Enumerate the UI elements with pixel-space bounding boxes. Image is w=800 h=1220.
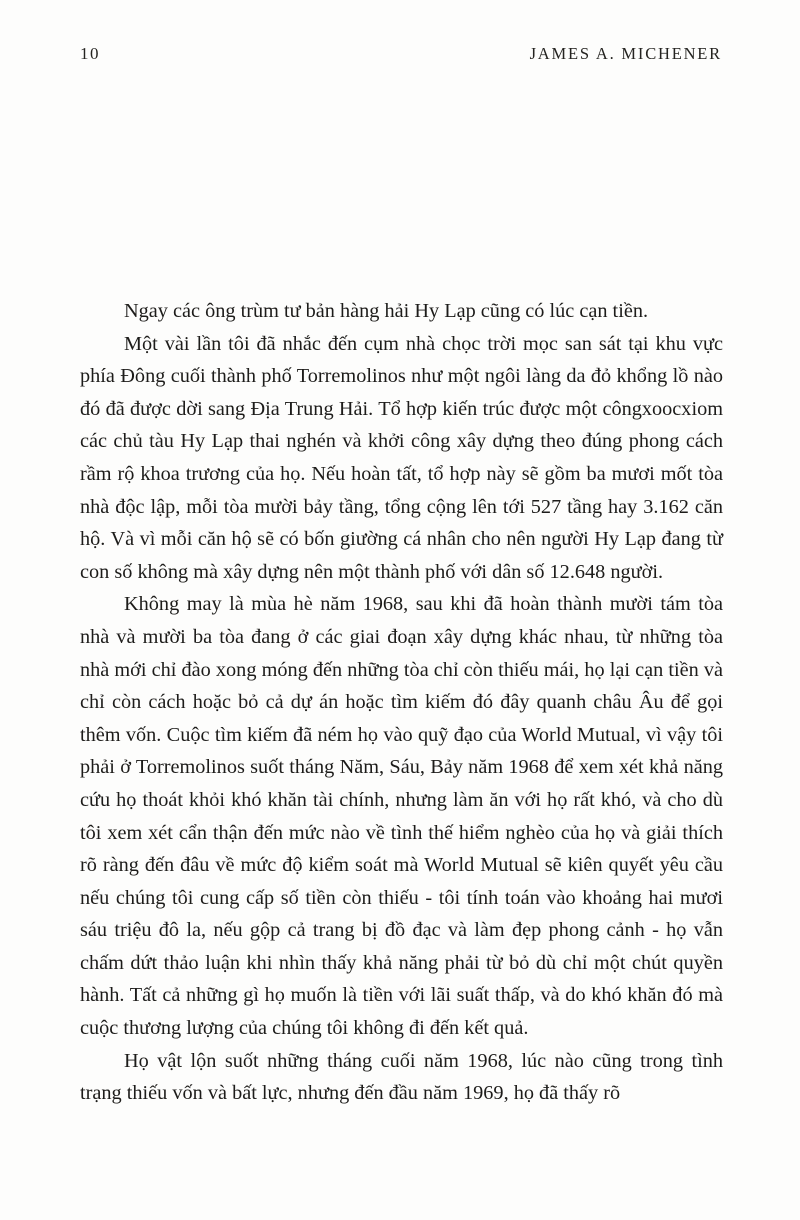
page-number: 10 (80, 44, 100, 63)
paragraph: Ngay các ông trùm tư bản hàng hải Hy Lạp cũng có lúc cạn tiền. (124, 300, 649, 322)
running-header-author: JAMES A. MICHENER (529, 44, 722, 63)
paragraph: Không may là mùa hè năm 1968, sau khi đã hoàn thành mười tám tòa nhà và mười ba tòa đang ở các giai đoạn xây dựng khác nhau, từ những tòa nhà mới chỉ đào xong móng đến những tòa chỉ còn thiếu mái, họ lại cạn tiền và chỉ còn cách hoặc bỏ cả dự án hoặc tìm kiếm đó đây quanh châu Âu để gọi thêm vốn. Cuộc tìm kiếm đã ném họ vào quỹ đạo của World Mutual, vì vậy tôi phải ở Torremolinos suốt tháng Năm, Sáu, Bảy năm 1968 để xem xét khả năng cứu họ thoát khỏi khó khăn tài chính, nhưng làm ăn với họ rất khó, và cho dù tôi xem xét cẩn thận đến mức nào về tình thế hiểm nghèo của họ và giải thích rõ ràng đến đâu về mức độ kiểm soát mà World Mutual sẽ kiên quyết yêu cầu nếu chúng tôi cung cấp số tiền còn thiếu - tôi tính toán vào khoảng hai mươi sáu triệu đô la, nếu gộp cả trang bị đồ đạc và làm đẹp phong cảnh - họ vẫn chấm dứt thảo luận khi nhìn thấy khả năng phải từ bỏ dù chỉ một chút quyền hành. Tất cả những gì họ muốn là tiền với lãi suất thấp, và do khó khăn đó mà cuộc thương lượng của chúng tôi không đi đến kết quả. (80, 593, 723, 1040)
paragraph: Họ vật lộn suốt những tháng cuối năm 1968, lúc nào cũng trong tình trạng thiếu vốn và bất lực, nhưng đến đầu năm 1969, họ đã thấy rõ (80, 1049, 723, 1105)
paragraph: Một vài lần tôi đã nhắc đến cụm nhà chọc trời mọc san sát tại khu vực phía Đông cuối thành phố Torremolinos như một ngôi làng da đỏ khổng lồ nào đó đã được dời sang Địa Trung Hải. Tổ hợp kiến trúc được một côngxoocxiom các chủ tàu Hy Lạp thai nghén và khởi công xây dựng theo đúng phong cách rầm rộ khoa trương của họ. Nếu hoàn tất, tổ hợp này sẽ gồm ba mươi mốt tòa nhà độc lập, mỗi tòa mười bảy tầng, tổng cộng lên tới 527 tầng hay 3.162 căn hộ. Và vì mỗi căn hộ sẽ có bốn giường cá nhân cho nên người Hy Lạp đang từ con số không mà xây dựng nên một thành phố với dân số 12.648 người. (80, 332, 723, 583)
body-text-block (80, 295, 723, 1110)
page-header (80, 44, 722, 64)
